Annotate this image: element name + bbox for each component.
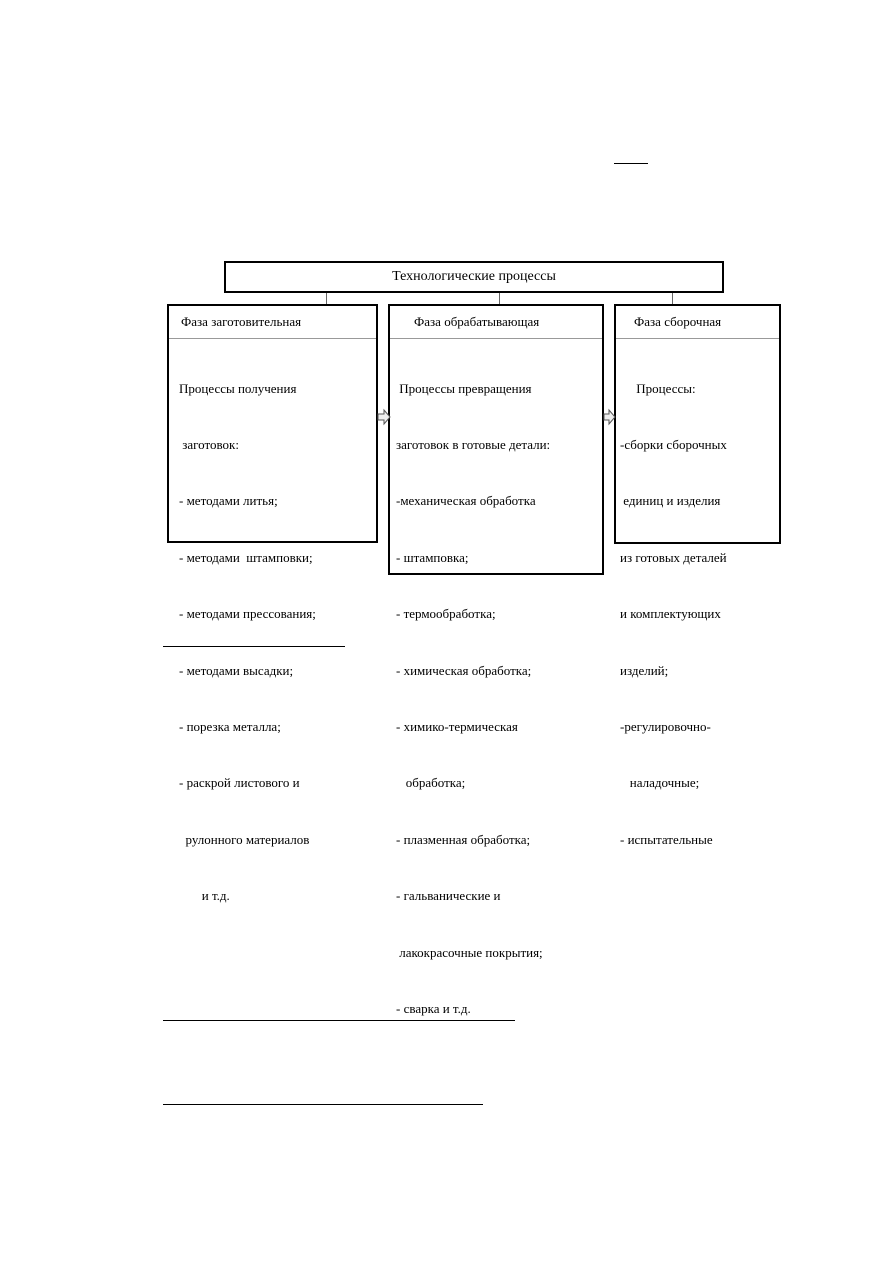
- arrow-icon: [378, 410, 390, 424]
- phase-title-text: Фаза сборочная: [634, 314, 722, 329]
- phase-line: - гальванические и: [396, 888, 501, 904]
- phase-line: -механическая обработка: [396, 493, 536, 509]
- root-node-label: Технологические процессы: [392, 269, 556, 284]
- phase-line: -сборки сборочных: [620, 436, 727, 452]
- phase-line: рулонного материалов: [179, 831, 310, 847]
- phase-line: заготовок:: [179, 436, 239, 452]
- phase-title-text: Фаза обрабатывающая: [414, 314, 540, 329]
- phase-line: и т.д.: [179, 888, 230, 904]
- phase-line: Процессы превращения: [396, 380, 532, 396]
- phase-line: - термообработка;: [396, 606, 496, 622]
- phase-line: - раскрой листового и: [179, 775, 300, 791]
- phase-line: - штамповка;: [396, 549, 469, 565]
- phase-title-text: Фаза заготовительная: [181, 314, 302, 329]
- phase-line: - химико-термическая: [396, 718, 518, 734]
- arrow-icon: [604, 410, 615, 424]
- phase-line: - сварка и т.д.: [396, 1000, 471, 1016]
- phase-line: обработка;: [396, 775, 466, 791]
- phase-line: -регулировочно-: [620, 718, 711, 734]
- phase-line: - химическая обработка;: [396, 662, 532, 678]
- phase-line: лакокрасочные покрытия;: [396, 944, 543, 960]
- phase-line: - плазменная обработка;: [396, 831, 531, 847]
- phase-line: из готовых деталей: [620, 549, 727, 565]
- phase-line: - испытательные: [620, 831, 713, 847]
- phase-line: - методами штамповки;: [179, 549, 313, 565]
- phase-line: - методами высадки;: [179, 662, 294, 678]
- phase-line: и комплектующих: [620, 606, 721, 622]
- phase-line: Процессы получения: [179, 380, 297, 396]
- phase-line: Процессы:: [620, 380, 696, 396]
- phase-line: - методами прессования;: [179, 606, 316, 622]
- phase-line: наладочные;: [620, 775, 700, 791]
- phase-line: заготовок в готовые детали:: [396, 436, 551, 452]
- phase-line: - порезка металла;: [179, 718, 281, 734]
- phase-line: изделий;: [620, 662, 669, 678]
- phase-line: единиц и изделия: [620, 493, 721, 509]
- phase-line: - методами литья;: [179, 493, 278, 509]
